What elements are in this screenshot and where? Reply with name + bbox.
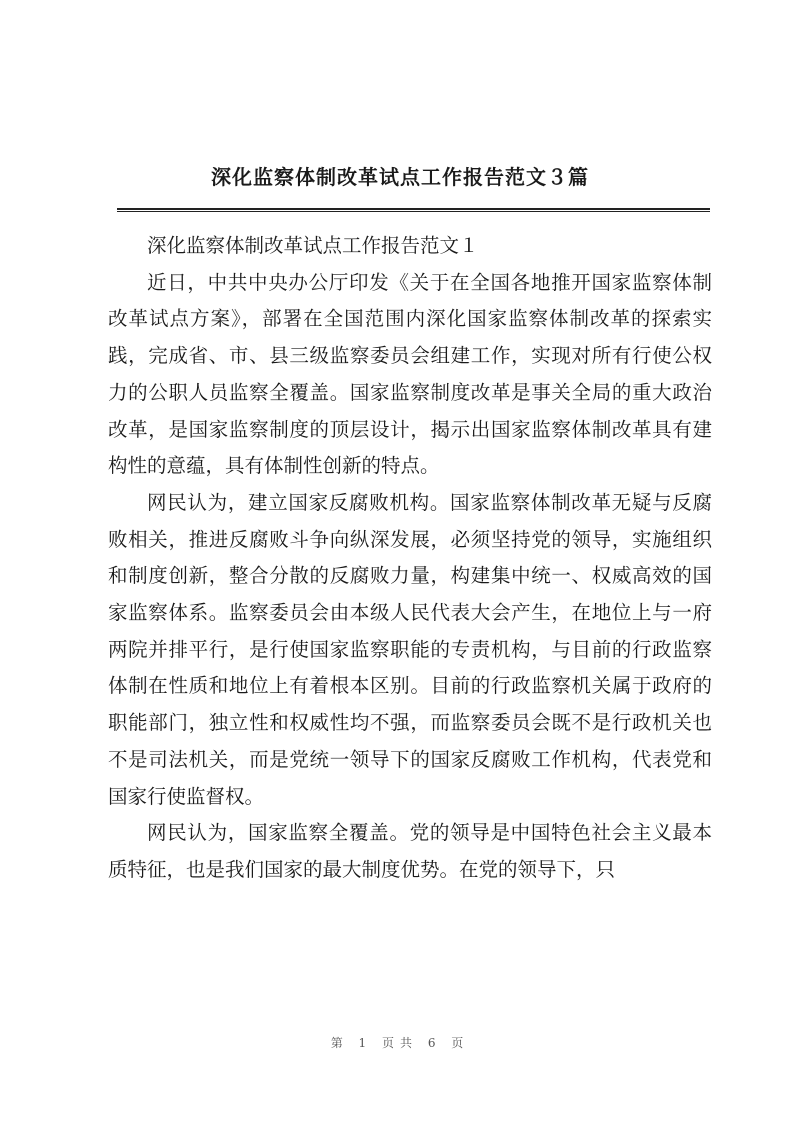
document-title: 深化监察体制改革试点工作报告范文３篇 xyxy=(211,165,589,189)
document-body xyxy=(108,228,712,889)
section-heading: 深化监察体制改革试点工作报告范文１ xyxy=(147,234,479,257)
page-number-footer: 第 1 页共 6 页 xyxy=(330,1036,470,1050)
title-divider xyxy=(117,208,710,212)
body-paragraph: 网民认为，建立国家反腐败机构。国家监察体制改革无疑与反腐败相关，推进反腐败斗争向纵深发展，必须坚持党的领导，实施组织和制度创新，整合分散的反腐败力量，构建集中统一、权威高效的国家监察体系。监察委员会由本级人民代表大会产生，在地位上与一府两院并排平行，是行使国家监察职能的专责机构，与目前的行政监察体制在性质和地位上有着根本区别。目前的行政监察机关属于政府的职能部门，独立性和权威性均不强，而监察委员会既不是行政机关也不是司法机关，而是党统一领导下的国家反腐败工作机构，代表党和国家行使监督权。 xyxy=(108,490,712,808)
body-paragraph: 近日，中共中央办公厅印发《关于在全国各地推开国家监察体制改革试点方案》，部署在全国范围内深化国家监察体制改革的探索实践，完成省、市、县三级监察委员会组建工作，实现对所有行使公权力的公职人员监察全覆盖。国家监察制度改革是事关全局的重大政治改革，是国家监察制度的顶层设计，揭示出国家监察体制改革具有建构性的意蕴，具有体制性创新的特点。 xyxy=(108,270,712,478)
body-paragraph: 网民认为，国家监察全覆盖。党的领导是中国特色社会主义最本质特征，也是我们国家的最大制度优势。在党的领导下，只 xyxy=(108,821,712,881)
